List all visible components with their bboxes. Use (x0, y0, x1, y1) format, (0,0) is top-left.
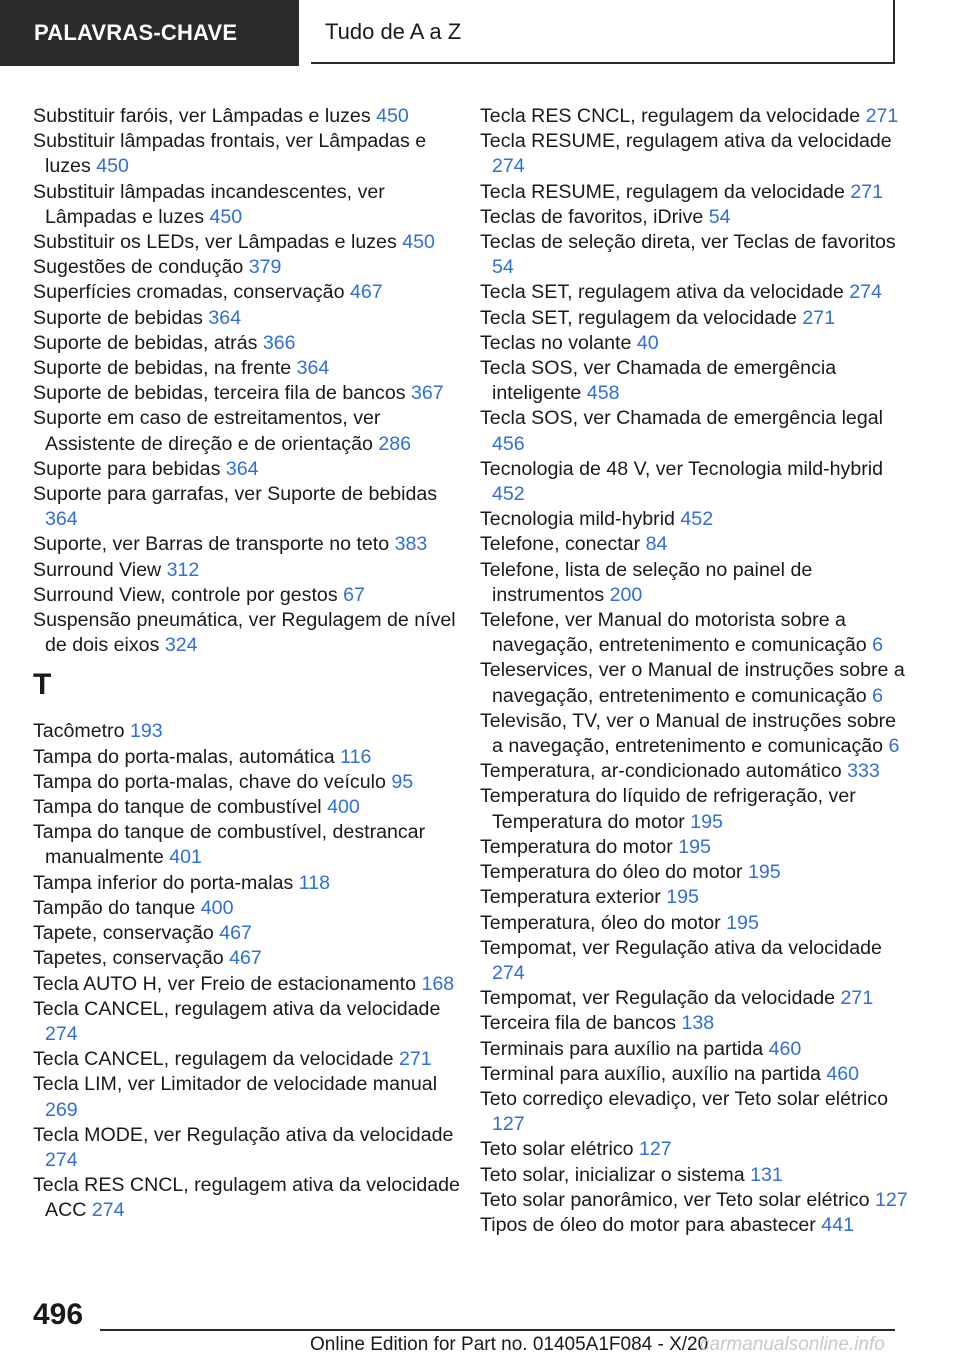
index-term: Telefone, ver Manual do motorista sobre a navegação, entretenimento e comunicação (480, 609, 867, 657)
index-entry (33, 381, 463, 406)
index-term: Temperatura do motor (480, 835, 673, 858)
index-term: Tecla MODE, ver Regulação ativa da velocidade (33, 1123, 454, 1146)
index-entry (33, 558, 463, 583)
index-entry (33, 180, 463, 230)
page-reference-link[interactable]: 450 (376, 105, 409, 127)
index-entry (33, 997, 463, 1047)
index-term: Tecnologia mild-hybrid (480, 508, 675, 531)
index-entry (480, 507, 910, 532)
page-reference-link[interactable]: 6 (888, 735, 900, 758)
page-reference-link[interactable]: 193 (129, 720, 163, 743)
page-reference-link[interactable]: 364 (45, 508, 78, 531)
page-reference-link[interactable]: 95 (391, 770, 414, 793)
page-reference-link[interactable]: 195 (666, 886, 699, 909)
index-entry (480, 1087, 910, 1137)
page-reference-link[interactable]: 452 (680, 508, 714, 531)
index-term: Sugestões de condução (33, 256, 244, 279)
index-term: Suporte de bebidas, na frente (33, 357, 292, 380)
page-reference-link[interactable]: 456 (492, 432, 525, 455)
index-entry (33, 255, 463, 280)
index-entry (480, 1137, 910, 1162)
index-entry (480, 1062, 910, 1087)
index-entry (480, 911, 910, 936)
index-term: Terminal para auxílio, auxílio na partida (480, 1062, 821, 1085)
page-reference-link[interactable]: 67 (343, 583, 365, 606)
page-reference-link[interactable]: 312 (166, 558, 200, 581)
index-group-t-continued (480, 104, 910, 1238)
page-reference-link[interactable]: 324 (164, 634, 198, 657)
index-entry (33, 532, 463, 557)
index-term: Tipos de óleo do motor para abastecer (480, 1213, 816, 1236)
section-tab: PALAVRAS-CHAVE (0, 0, 299, 66)
index-entry (480, 1188, 910, 1213)
watermark: carmanualsonline.info (700, 1334, 885, 1355)
page-reference-link[interactable]: 366 (262, 331, 296, 354)
page-reference-link[interactable]: 271 (850, 180, 884, 203)
index-entry (33, 770, 463, 795)
index-term: Teto solar elétrico (480, 1138, 634, 1161)
index-entry (33, 871, 463, 896)
index-entry (480, 331, 910, 356)
index-term: Temperatura, ar-condicionado automático (480, 760, 842, 783)
index-entry (480, 885, 910, 910)
index-entry (33, 457, 463, 482)
page-reference-link[interactable]: 6 (872, 684, 884, 707)
index-group-t (33, 719, 463, 1223)
page-reference-link[interactable]: 195 (747, 861, 781, 884)
index-term: Tecla RES CNCL, regulagem ativa da velocidade ACC (33, 1174, 460, 1222)
page-reference-link[interactable]: 271 (802, 306, 836, 329)
page-reference-link[interactable]: 195 (690, 810, 723, 833)
page-reference-link[interactable]: 274 (45, 1022, 78, 1045)
index-entry (33, 608, 463, 658)
edition-text: Online Edition for Part no. 01405A1F084 - X/20 (310, 1334, 709, 1355)
index-entry (33, 1047, 463, 1072)
index-entry (480, 205, 910, 230)
index-entry (33, 946, 463, 971)
page-reference-link[interactable]: 458 (586, 382, 620, 405)
index-term: Tecnologia de 48 V, ver Tecnologia mild-hybrid (480, 457, 884, 480)
page-reference-link[interactable]: 274 (492, 961, 525, 984)
index-entry (480, 104, 910, 129)
section-letter: T (33, 668, 52, 702)
index-term: Tampa do tanque de combustível, destrancar manualmente (33, 821, 426, 869)
page-reference-link[interactable]: 467 (219, 922, 252, 945)
index-entry (480, 457, 910, 507)
index-term: Tapete, conservação (33, 922, 214, 945)
page-reference-link[interactable]: 379 (248, 256, 282, 279)
page-reference-link[interactable]: 400 (327, 796, 360, 819)
page-reference-link[interactable]: 271 (840, 987, 874, 1010)
index-term: Tecla SET, regulagem da velocidade (480, 306, 797, 329)
index-entry (33, 972, 463, 997)
index-term: Suporte em caso de estreitamentos, ver Assistente de direção e de orientação (33, 407, 381, 455)
page-reference-link[interactable]: 286 (378, 432, 412, 455)
index-term: Teto solar panorâmico, ver Teto solar elétrico (480, 1188, 870, 1211)
index-entry (33, 820, 463, 870)
index-term: Suporte para garrafas, ver Suporte de bebidas (33, 483, 438, 506)
index-entry (480, 532, 910, 557)
index-term: Tecla RESUME, regulagem ativa da velocidade (480, 130, 892, 153)
index-term: Tampa inferior do porta-malas (33, 871, 294, 894)
page-reference-link[interactable]: 274 (849, 281, 882, 304)
page-reference-link[interactable]: 84 (645, 533, 668, 556)
index-entry (33, 1173, 463, 1223)
page-reference-link[interactable]: 450 (402, 231, 435, 254)
index-term: Suporte de bebidas (33, 306, 203, 329)
index-term: Suporte, ver Barras de transporte no teto (33, 533, 390, 556)
index-term: Tampão do tanque (33, 896, 196, 919)
index-entry (33, 104, 463, 129)
index-entry (480, 406, 910, 456)
page-reference-link[interactable]: 367 (410, 382, 444, 405)
page-reference-link[interactable]: 131 (750, 1163, 783, 1186)
index-term: Suporte de bebidas, atrás (33, 331, 258, 354)
index-term: Teclas no volante (480, 331, 632, 354)
page-reference-link[interactable]: 168 (421, 972, 455, 995)
index-term: Substituir faróis, ver Lâmpadas e luzes (33, 105, 371, 127)
page-reference-link[interactable]: 274 (45, 1148, 78, 1171)
index-term: Teto solar, inicializar o sistema (480, 1163, 745, 1186)
index-entry (33, 1123, 463, 1173)
index-entry (480, 608, 910, 658)
index-term: Tampa do porta-malas, automática (33, 745, 335, 768)
index-term: Tecla CANCEL, regulagem da velocidade (33, 1048, 394, 1071)
page-reference-link[interactable]: 127 (874, 1188, 908, 1211)
index-entry (33, 583, 463, 608)
index-term: Suspensão pneumática, ver Regulagem de nível de dois eixos (33, 609, 456, 657)
index-term: Tapetes, conservação (33, 947, 224, 970)
index-entry (33, 795, 463, 820)
index-entry (480, 658, 910, 708)
page-reference-link[interactable]: 127 (492, 1113, 525, 1136)
page-reference-link[interactable]: 401 (169, 846, 202, 869)
index-term: Substituir os LEDs, ver Lâmpadas e luzes (33, 231, 397, 254)
index-entry (480, 936, 910, 986)
page-reference-link[interactable]: 127 (639, 1138, 672, 1161)
page-reference-link[interactable]: 6 (872, 634, 884, 657)
index-entry (33, 482, 463, 532)
index-term: Tempomat, ver Regulação da velocidade (480, 987, 836, 1010)
index-column-right (480, 104, 910, 1238)
page-reference-link[interactable]: 452 (492, 483, 525, 506)
index-term: Teclas de seleção direta, ver Teclas de favoritos (480, 231, 896, 254)
index-entry (33, 280, 463, 305)
index-entry (480, 709, 910, 759)
page-reference-link[interactable]: 274 (492, 155, 525, 178)
page-reference-link[interactable]: 269 (45, 1098, 78, 1121)
index-entry (480, 835, 910, 860)
page-reference-link[interactable]: 195 (678, 835, 711, 858)
page-header (0, 0, 960, 66)
index-entry (480, 1163, 910, 1188)
page-reference-link[interactable]: 200 (609, 583, 643, 606)
index-entry (33, 719, 463, 744)
page-reference-link[interactable]: 271 (398, 1048, 432, 1071)
index-term: Tacômetro (33, 720, 125, 743)
index-term: Televisão, TV, ver o Manual de instruções sobre a navegação, entretenimento e comunicação (480, 709, 897, 758)
index-term: Suporte de bebidas, terceira fila de bancos (33, 382, 406, 405)
index-entry (480, 558, 910, 608)
index-entry (480, 129, 910, 179)
page-reference-link[interactable]: 400 (200, 896, 234, 919)
index-term: Superfícies cromadas, conservação (33, 281, 345, 304)
page-reference-link[interactable]: 138 (681, 1012, 715, 1035)
index-term: Substituir lâmpadas frontais, ver Lâmpadas e luzes (33, 130, 427, 178)
footer-divider (100, 1329, 895, 1331)
index-term: Substituir lâmpadas incandescentes, ver Lâmpadas e luzes (33, 180, 385, 228)
index-term: Tecla RES CNCL, regulagem da velocidade (480, 105, 861, 127)
index-entry (480, 1037, 910, 1062)
index-entry (480, 784, 910, 834)
index-entry (33, 921, 463, 946)
index-entry (480, 306, 910, 331)
index-entry (480, 356, 910, 406)
index-term: Teleservices, ver o Manual de instruções sobre a navegação, entretenimento e comunicação (480, 659, 905, 707)
index-term: Temperatura exterior (480, 886, 661, 909)
index-entry (480, 180, 910, 205)
index-term: Surround View (33, 558, 162, 581)
index-entry (480, 1011, 910, 1036)
index-entry (33, 331, 463, 356)
page-reference-link[interactable]: 383 (394, 533, 428, 556)
index-entry (480, 759, 910, 784)
page-reference-link[interactable]: 467 (229, 947, 262, 970)
index-term: Telefone, conectar (480, 533, 641, 556)
index-term: Temperatura do óleo do motor (480, 861, 743, 884)
index-term: Tecla CANCEL, regulagem ativa da velocidade (33, 997, 441, 1020)
index-entry (480, 986, 910, 1011)
index-term: Temperatura do líquido de refrigeração, ver Temperatura do motor (480, 785, 856, 833)
index-term: Tecla AUTO H, ver Freio de estacionamento (33, 972, 416, 995)
index-entry (480, 280, 910, 305)
page-reference-link[interactable]: 460 (826, 1062, 860, 1085)
index-group-s (33, 104, 463, 658)
page-reference-link[interactable]: 364 (296, 357, 330, 380)
index-term: Tampa do tanque de combustível (33, 796, 322, 819)
page-reference-link[interactable]: 450 (96, 155, 129, 178)
index-entry (33, 1072, 463, 1122)
index-entry (33, 356, 463, 381)
index-term: Tecla SOS, ver Chamada de emergência legal (480, 407, 883, 430)
header-title: Tudo de A a Z (311, 0, 895, 64)
page-reference-link[interactable]: 364 (225, 457, 259, 480)
index-entry (480, 1213, 910, 1238)
index-entry (480, 860, 910, 885)
index-term: Tecla SET, regulagem ativa da velocidade (480, 281, 844, 304)
index-term: Telefone, lista de seleção no painel de instrumentos (480, 558, 813, 606)
index-term: Terminais para auxílio na partida (480, 1037, 764, 1060)
page-reference-link[interactable]: 274 (91, 1199, 125, 1222)
index-term: Tempomat, ver Regulação ativa da velocidade (480, 936, 882, 959)
page-reference-link[interactable]: 441 (821, 1213, 854, 1236)
page-reference-link[interactable]: 118 (298, 871, 330, 894)
page-number: 496 (33, 1298, 84, 1331)
index-entry (33, 230, 463, 255)
page-reference-link[interactable]: 54 (492, 256, 514, 279)
index-entry (480, 230, 910, 280)
index-term: Terceira fila de bancos (480, 1012, 677, 1035)
index-term: Suporte para bebidas (33, 457, 221, 480)
index-entry (33, 406, 463, 456)
index-entry (33, 896, 463, 921)
index-term: Teclas de favoritos, iDrive (480, 205, 704, 228)
index-term: Tampa do porta-malas, chave do veículo (33, 770, 386, 793)
index-term: Tecla LIM, ver Limitador de velocidade manual (33, 1073, 438, 1096)
page-reference-link[interactable]: 54 (708, 205, 731, 228)
page-reference-link[interactable]: 40 (636, 331, 659, 354)
page-reference-link[interactable]: 116 (340, 745, 372, 768)
page-reference-link[interactable]: 467 (349, 281, 383, 304)
page-reference-link[interactable]: 333 (847, 760, 880, 783)
page-reference-link[interactable]: 450 (209, 205, 243, 228)
index-term: Tecla SOS, ver Chamada de emergência inteligente (480, 357, 837, 405)
page-reference-link[interactable]: 364 (208, 306, 242, 329)
index-term: Teto corrediço elevadiço, ver Teto solar elétrico (480, 1087, 889, 1110)
index-term: Temperatura, óleo do motor (480, 911, 721, 934)
index-entry (33, 306, 463, 331)
index-column-left (33, 104, 463, 1224)
index-entry (33, 745, 463, 770)
page-reference-link[interactable]: 195 (726, 911, 759, 934)
index-term: Surround View, controle por gestos (33, 583, 338, 606)
page-reference-link[interactable]: 460 (768, 1037, 802, 1060)
index-entry (33, 129, 463, 179)
page-reference-link[interactable]: 271 (865, 105, 899, 127)
index-term: Tecla RESUME, regulagem da velocidade (480, 180, 845, 203)
